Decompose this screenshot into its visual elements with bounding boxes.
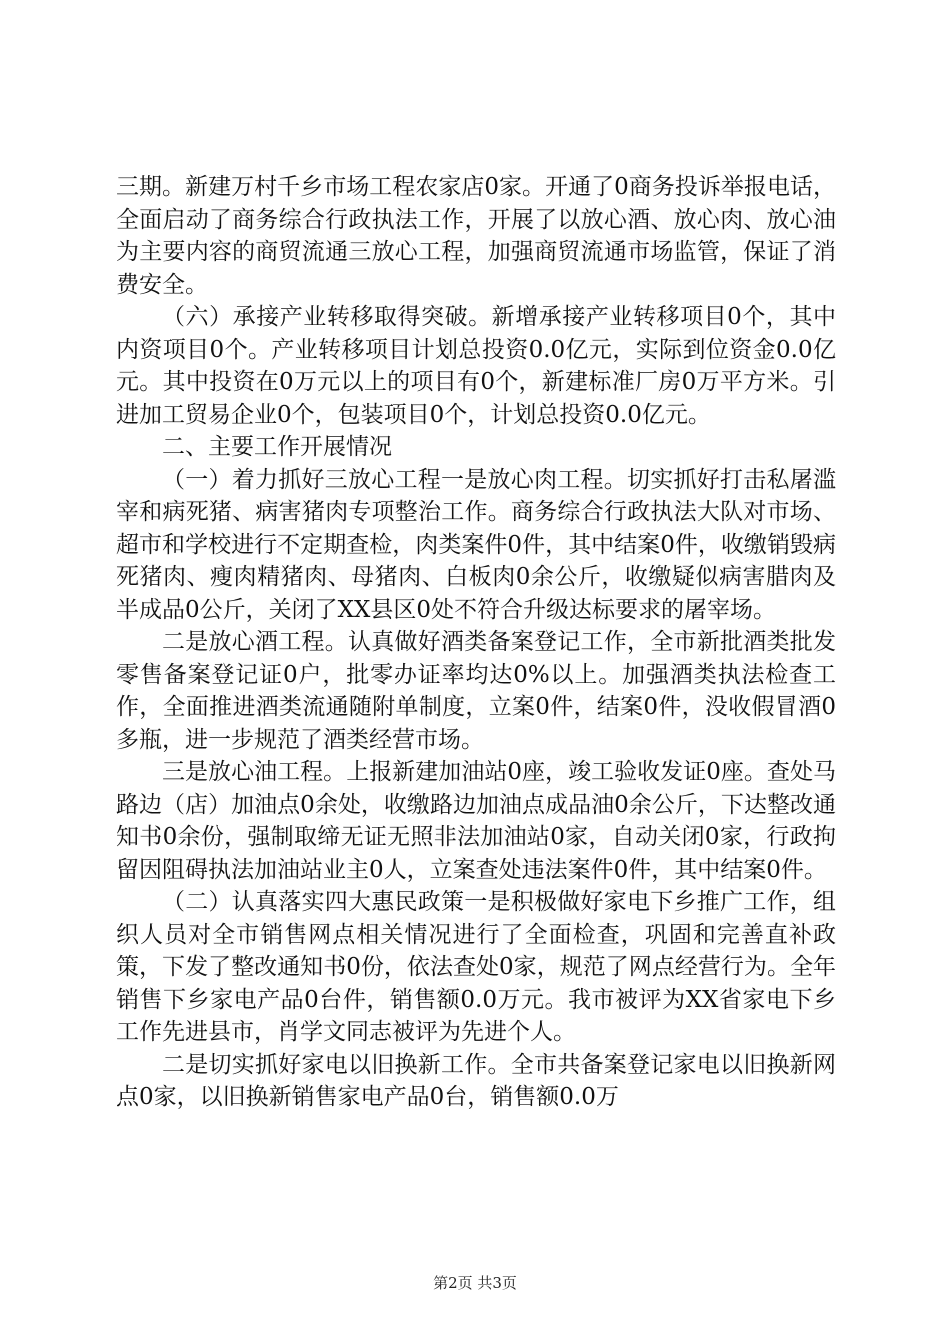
paragraph-trade-in: 二是切实抓好家电以旧换新工作。全市共备案登记家电以旧换新网点0家，以旧换新销售家电产品0台，销售额0.0万 bbox=[116, 1051, 836, 1110]
paragraph-appliances-countryside: （二）认真落实四大惠民政策一是积极做好家电下乡推广工作，组织人员对全市销售网点相关情况进行了全面检查，巩固和完善直补政策，下发了整改通知书0份，依法查处0家，规范了网点经营行为。全年销售下乡家电产品0台件，销售额0.0万元。我市被评为XX省家电下乡工作先进县市，肖学文同志被评为先进个人。 bbox=[116, 889, 836, 1045]
paragraph-continuation: 三期。新建万村千乡市场工程农家店0家。开通了0商务投诉举报电话，全面启动了商务综合行政执法工作，开展了以放心酒、放心肉、放心油为主要内容的商贸流通三放心工程，加强商贸流通市场监管，保证了消费安全。 bbox=[116, 174, 836, 298]
paragraph-safe-oil: 三是放心油工程。上报新建加油站0座，竣工验收发证0座。查处马路边（店）加油点0余处，收缴路边加油点成品油0余公斤，下达整改通知书0余份，强制取缔无证无照非法加油站0家，自动关闭0家，行政拘留因阻碍执法加油站业主0人，立案查处违法案件0件，其中结案0件。 bbox=[116, 759, 836, 883]
section-heading-main-work: 二、主要工作开展情况 bbox=[162, 434, 392, 460]
document-body bbox=[116, 171, 836, 1114]
paragraph-safe-meat: （一）着力抓好三放心工程一是放心肉工程。切实抓好打击私屠滥宰和病死猪、病害猪肉专项整治工作。商务综合行政执法大队对市场、超市和学校进行不定期查检，肉类案件0件，其中结案0件，收缴销毁病死猪肉、瘦肉精猪肉、母猪肉、白板肉0余公斤，收缴疑似病害腊肉及半成品0公斤，关闭了XX县区0处不符合升级达标要求的屠宰场。 bbox=[116, 466, 836, 623]
paragraph-safe-liquor: 二是放心酒工程。认真做好酒类备案登记工作，全市新批酒类批发零售备案登记证0户，批零办证率均达0%以上。加强酒类执法检查工作，全面推进酒类流通随附单制度，立案0件，结案0件，没收假冒酒0多瓶，进一步规范了酒类经营市场。 bbox=[116, 629, 836, 753]
paragraph-industry-transfer: （六）承接产业转移取得突破。新增承接产业转移项目0个，其中内资项目0个。产业转移项目计划总投资0.0亿元，实际到位资金0.0亿元。其中投资在0万元以上的项目有0个，新建标准厂房0万平方米。引进加工贸易企业0个，包装项目0个，计划总投资0.0亿元。 bbox=[116, 304, 836, 428]
page-number-footer: 第2页 共3页 bbox=[433, 1274, 517, 1292]
